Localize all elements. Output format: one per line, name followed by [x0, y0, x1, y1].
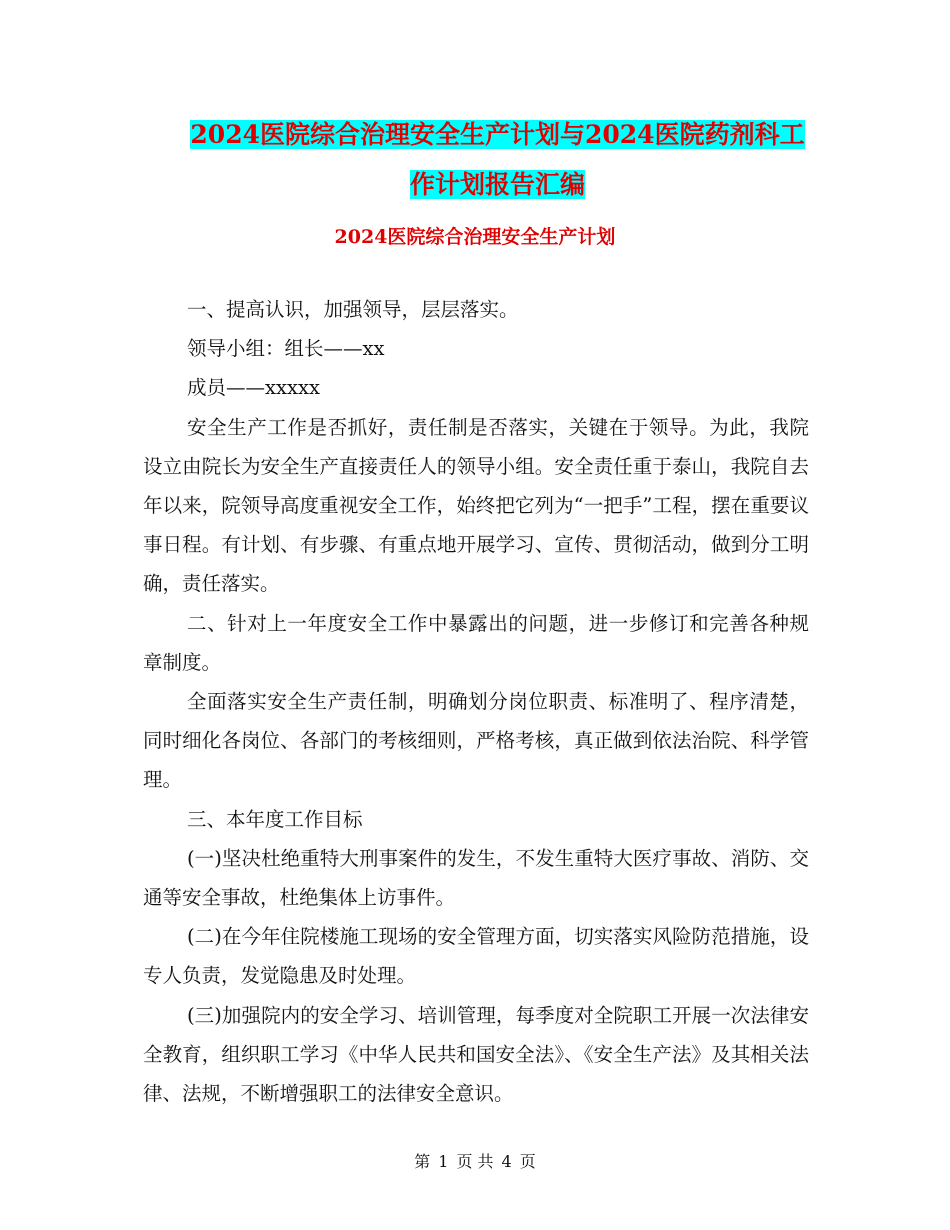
paragraph: 安全生产工作是否抓好，责任制是否落实，关键在于领导。为此，我院设立由院长为安全生产直接责任人的领导小组。安全责任重于泰山，我院自去年以来，院领导高度重视安全工作，始终把它列为“一把手”工程，摆在重要议事日程。有计划、有步骤、有重点地开展学习、宣传、贯彻活动，做到分工明确，责任落实。	[143, 415, 809, 596]
paragraph: 二、针对上一年度安全工作中暴露出的问题，进一步修订和完善各种规章制度。	[143, 611, 809, 674]
paragraph: 全面落实安全生产责任制，明确划分岗位职责、标准明了、程序清楚，同时细化各岗位、各部门的考核细则，严格考核，真正做到依法治院、科学管理。	[143, 690, 809, 792]
page-footer	[0, 1150, 950, 1174]
page-current: 1	[438, 1152, 449, 1171]
document-body	[143, 290, 809, 1113]
page-total: 4	[501, 1152, 512, 1171]
paragraph: 一、提高认识，加强领导，层层落实。	[187, 298, 519, 321]
paragraph: (二)在今年住院楼施工现场的安全管理方面，切实落实风险防范措施，设专人负责，发觉隐患及时处理。	[143, 925, 809, 988]
page-suffix: 页	[519, 1152, 536, 1171]
paragraph: 领导小组：组长——xx	[187, 337, 385, 361]
page-prefix: 第	[414, 1152, 431, 1171]
document-title-line2: 作计划报告汇编	[409, 170, 585, 199]
paragraph: (一)坚决杜绝重特大刑事案件的发生，不发生重特大医疗事故、消防、交通等安全事故，杜绝集体上访事件。	[143, 846, 809, 910]
document-title	[140, 110, 855, 210]
paragraph: 三、本年度工作目标	[187, 807, 363, 831]
document-title-line1: 2024医院综合治理安全生产计划与2024医院药剂科工	[190, 120, 805, 149]
paragraph: (三)加强院内的安全学习、培训管理，每季度对全院职工开展一次法律安全教育，组织职工学习《中华人民共和国安全法》、《安全生产法》及其相关法律、法规，不断增强职工的法律安全意识。	[143, 1003, 809, 1106]
paragraph: 成员——xxxxx	[187, 376, 320, 400]
page-middle: 页 共	[456, 1152, 494, 1171]
section-title: 2024医院综合治理安全生产计划	[334, 226, 616, 248]
